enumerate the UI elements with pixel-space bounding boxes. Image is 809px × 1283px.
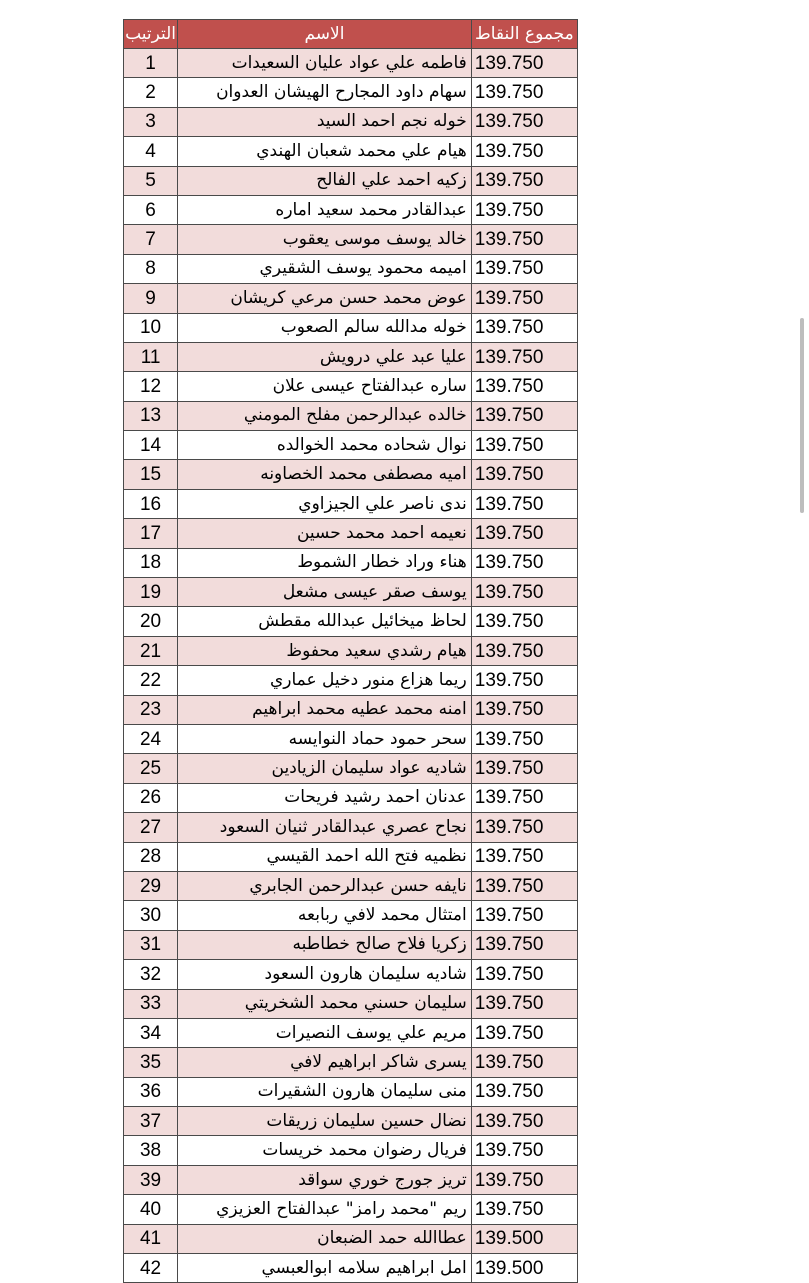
points-cell: 139.750 bbox=[471, 78, 577, 107]
name-cell: فاطمه علي عواد عليان السعيدات bbox=[178, 49, 472, 78]
name-cell: هيام علي محمد شعبان الهندي bbox=[178, 137, 472, 166]
rank-cell: 7 bbox=[124, 225, 178, 254]
rank-cell: 18 bbox=[124, 548, 178, 577]
points-cell: 139.750 bbox=[471, 548, 577, 577]
points-cell: 139.750 bbox=[471, 1048, 577, 1077]
name-cell: نظميه فتح الله احمد القيسي bbox=[178, 842, 472, 871]
name-cell: عوض محمد حسن مرعي كريشان bbox=[178, 284, 472, 313]
rank-cell: 15 bbox=[124, 460, 178, 489]
name-cell: ندى ناصر علي الجيزاوي bbox=[178, 489, 472, 518]
name-cell: يسرى شاكر ابراهيم لافي bbox=[178, 1048, 472, 1077]
points-cell: 139.750 bbox=[471, 254, 577, 283]
points-cell: 139.750 bbox=[471, 724, 577, 753]
rank-cell: 29 bbox=[124, 871, 178, 900]
rank-cell: 10 bbox=[124, 313, 178, 342]
table-row bbox=[124, 695, 578, 724]
name-cell: هيام رشدي سعيد محفوظ bbox=[178, 636, 472, 665]
points-cell: 139.750 bbox=[471, 431, 577, 460]
rank-cell: 19 bbox=[124, 578, 178, 607]
points-cell: 139.750 bbox=[471, 342, 577, 371]
name-cell: اميه مصطفى محمد الخصاونه bbox=[178, 460, 472, 489]
table-row bbox=[124, 78, 578, 107]
rank-cell: 17 bbox=[124, 519, 178, 548]
table-row bbox=[124, 607, 578, 636]
table-row bbox=[124, 107, 578, 136]
points-cell: 139.750 bbox=[471, 489, 577, 518]
table-row bbox=[124, 724, 578, 753]
name-cell: عطاالله حمد الضبعان bbox=[178, 1224, 472, 1253]
name-cell: سهام داود المجارح الهيشان العدوان bbox=[178, 78, 472, 107]
rank-cell: 1 bbox=[124, 49, 178, 78]
name-cell: نجاح عصري عبدالقادر ثنيان السعود bbox=[178, 813, 472, 842]
rank-cell: 9 bbox=[124, 284, 178, 313]
header-name: الاسم bbox=[178, 20, 472, 49]
name-cell: خالده عبدالرحمن مفلح المومني bbox=[178, 401, 472, 430]
rank-cell: 34 bbox=[124, 1018, 178, 1047]
table-row bbox=[124, 342, 578, 371]
points-cell: 139.750 bbox=[471, 166, 577, 195]
rank-cell: 24 bbox=[124, 724, 178, 753]
rank-cell: 22 bbox=[124, 666, 178, 695]
name-cell: عبدالقادر محمد سعيد اماره bbox=[178, 195, 472, 224]
table-row bbox=[124, 313, 578, 342]
table-row bbox=[124, 519, 578, 548]
rank-cell: 6 bbox=[124, 195, 178, 224]
table-row bbox=[124, 166, 578, 195]
name-cell: ساره عبدالفتاح عيسى علان bbox=[178, 372, 472, 401]
rank-cell: 16 bbox=[124, 489, 178, 518]
name-cell: شاديه سليمان هارون السعود bbox=[178, 960, 472, 989]
points-cell: 139.500 bbox=[471, 1224, 577, 1253]
table-row bbox=[124, 1018, 578, 1047]
rank-cell: 30 bbox=[124, 901, 178, 930]
points-cell: 139.750 bbox=[471, 49, 577, 78]
name-cell: زكريا فلاح صالح خطاطبه bbox=[178, 930, 472, 959]
name-cell: لحاظ ميخائيل عبدالله مقطش bbox=[178, 607, 472, 636]
rank-cell: 14 bbox=[124, 431, 178, 460]
name-cell: عليا عبد علي درويش bbox=[178, 342, 472, 371]
points-cell: 139.750 bbox=[471, 1165, 577, 1194]
table-row bbox=[124, 871, 578, 900]
name-cell: مريم علي يوسف النصيرات bbox=[178, 1018, 472, 1047]
name-cell: عدنان احمد رشيد فريحات bbox=[178, 783, 472, 812]
name-cell: خالد يوسف موسى يعقوب bbox=[178, 225, 472, 254]
table-row bbox=[124, 431, 578, 460]
rank-cell: 21 bbox=[124, 636, 178, 665]
table-row bbox=[124, 137, 578, 166]
rank-cell: 13 bbox=[124, 401, 178, 430]
points-cell: 139.750 bbox=[471, 313, 577, 342]
table-row bbox=[124, 49, 578, 78]
rank-cell: 36 bbox=[124, 1077, 178, 1106]
points-cell: 139.500 bbox=[471, 1254, 577, 1283]
name-cell: نعيمه احمد محمد حسين bbox=[178, 519, 472, 548]
name-cell: سليمان حسني محمد الشخريتي bbox=[178, 989, 472, 1018]
header-row bbox=[124, 20, 578, 49]
rank-cell: 27 bbox=[124, 813, 178, 842]
table-row bbox=[124, 195, 578, 224]
table-row bbox=[124, 254, 578, 283]
table-row bbox=[124, 960, 578, 989]
points-cell: 139.750 bbox=[471, 695, 577, 724]
rank-cell: 42 bbox=[124, 1254, 178, 1283]
points-cell: 139.750 bbox=[471, 195, 577, 224]
table-row bbox=[124, 930, 578, 959]
points-cell: 139.750 bbox=[471, 284, 577, 313]
name-cell: فريال رضوان محمد خريسات bbox=[178, 1136, 472, 1165]
rank-cell: 32 bbox=[124, 960, 178, 989]
table-row bbox=[124, 225, 578, 254]
table-row bbox=[124, 1195, 578, 1224]
points-cell: 139.750 bbox=[471, 1107, 577, 1136]
rank-cell: 20 bbox=[124, 607, 178, 636]
rank-cell: 8 bbox=[124, 254, 178, 283]
table-row bbox=[124, 401, 578, 430]
header-points: مجموع النقاط bbox=[471, 20, 577, 49]
points-cell: 139.750 bbox=[471, 107, 577, 136]
table-row bbox=[124, 636, 578, 665]
rank-cell: 23 bbox=[124, 695, 178, 724]
points-cell: 139.750 bbox=[471, 578, 577, 607]
name-cell: خوله نجم احمد السيد bbox=[178, 107, 472, 136]
name-cell: خوله مدالله سالم الصعوب bbox=[178, 313, 472, 342]
table-row bbox=[124, 783, 578, 812]
name-cell: ريما هزاع منور دخيل عماري bbox=[178, 666, 472, 695]
rank-cell: 39 bbox=[124, 1165, 178, 1194]
rank-cell: 2 bbox=[124, 78, 178, 107]
points-cell: 139.750 bbox=[471, 813, 577, 842]
rank-cell: 38 bbox=[124, 1136, 178, 1165]
points-cell: 139.750 bbox=[471, 1077, 577, 1106]
rank-cell: 4 bbox=[124, 137, 178, 166]
name-cell: اميمه محمود يوسف الشقيري bbox=[178, 254, 472, 283]
name-cell: نوال شحاده محمد الخوالده bbox=[178, 431, 472, 460]
header-rank: الترتيب bbox=[124, 20, 178, 49]
table-row bbox=[124, 548, 578, 577]
points-cell: 139.750 bbox=[471, 754, 577, 783]
points-cell: 139.750 bbox=[471, 607, 577, 636]
table-row bbox=[124, 901, 578, 930]
name-cell: يوسف صقر عيسى مشعل bbox=[178, 578, 472, 607]
table-row bbox=[124, 1254, 578, 1283]
table-row bbox=[124, 813, 578, 842]
points-cell: 139.750 bbox=[471, 960, 577, 989]
table-row bbox=[124, 1048, 578, 1077]
rank-cell: 26 bbox=[124, 783, 178, 812]
rank-cell: 33 bbox=[124, 989, 178, 1018]
name-cell: زكيه احمد علي الفالح bbox=[178, 166, 472, 195]
rank-cell: 25 bbox=[124, 754, 178, 783]
points-cell: 139.750 bbox=[471, 401, 577, 430]
rank-cell: 12 bbox=[124, 372, 178, 401]
name-cell: امل ابراهيم سلامه ابوالعبسي bbox=[178, 1254, 472, 1283]
table-row bbox=[124, 460, 578, 489]
rank-cell: 40 bbox=[124, 1195, 178, 1224]
name-cell: هناء وراد خطار الشموط bbox=[178, 548, 472, 577]
vertical-scrollbar[interactable] bbox=[800, 318, 804, 513]
points-cell: 139.750 bbox=[471, 1018, 577, 1047]
table-row bbox=[124, 1136, 578, 1165]
points-cell: 139.750 bbox=[471, 225, 577, 254]
points-cell: 139.750 bbox=[471, 783, 577, 812]
rank-cell: 31 bbox=[124, 930, 178, 959]
points-cell: 139.750 bbox=[471, 666, 577, 695]
table-row bbox=[124, 1165, 578, 1194]
points-cell: 139.750 bbox=[471, 460, 577, 489]
table-row bbox=[124, 1077, 578, 1106]
table-body bbox=[124, 49, 578, 1283]
name-cell: تريز جورج خوري سواقد bbox=[178, 1165, 472, 1194]
points-cell: 139.750 bbox=[471, 1136, 577, 1165]
points-cell: 139.750 bbox=[471, 842, 577, 871]
rank-cell: 5 bbox=[124, 166, 178, 195]
table-row bbox=[124, 372, 578, 401]
table-row bbox=[124, 1224, 578, 1253]
points-cell: 139.750 bbox=[471, 871, 577, 900]
points-cell: 139.750 bbox=[471, 137, 577, 166]
rank-cell: 11 bbox=[124, 342, 178, 371]
name-cell: شاديه عواد سليمان الزيادين bbox=[178, 754, 472, 783]
table-row bbox=[124, 666, 578, 695]
name-cell: امتثال محمد لافي ربابعه bbox=[178, 901, 472, 930]
name-cell: امنه محمد عطيه محمد ابراهيم bbox=[178, 695, 472, 724]
rank-cell: 28 bbox=[124, 842, 178, 871]
points-cell: 139.750 bbox=[471, 930, 577, 959]
rank-cell: 37 bbox=[124, 1107, 178, 1136]
rank-cell: 3 bbox=[124, 107, 178, 136]
table-row bbox=[124, 842, 578, 871]
name-cell: نايفه حسن عبدالرحمن الجابري bbox=[178, 871, 472, 900]
table-row bbox=[124, 989, 578, 1018]
table-row bbox=[124, 578, 578, 607]
points-cell: 139.750 bbox=[471, 989, 577, 1018]
table-row bbox=[124, 284, 578, 313]
table-row bbox=[124, 1107, 578, 1136]
table-row bbox=[124, 489, 578, 518]
results-table bbox=[123, 19, 578, 1283]
points-cell: 139.750 bbox=[471, 519, 577, 548]
rank-cell: 41 bbox=[124, 1224, 178, 1253]
points-cell: 139.750 bbox=[471, 636, 577, 665]
name-cell: منى سليمان هارون الشقيرات bbox=[178, 1077, 472, 1106]
name-cell: ريم "محمد رامز" عبدالفتاح العزيزي bbox=[178, 1195, 472, 1224]
name-cell: نضال حسين سليمان زريقات bbox=[178, 1107, 472, 1136]
points-cell: 139.750 bbox=[471, 372, 577, 401]
points-cell: 139.750 bbox=[471, 901, 577, 930]
points-cell: 139.750 bbox=[471, 1195, 577, 1224]
rank-cell: 35 bbox=[124, 1048, 178, 1077]
name-cell: سحر حمود حماد النوايسه bbox=[178, 724, 472, 753]
table-row bbox=[124, 754, 578, 783]
